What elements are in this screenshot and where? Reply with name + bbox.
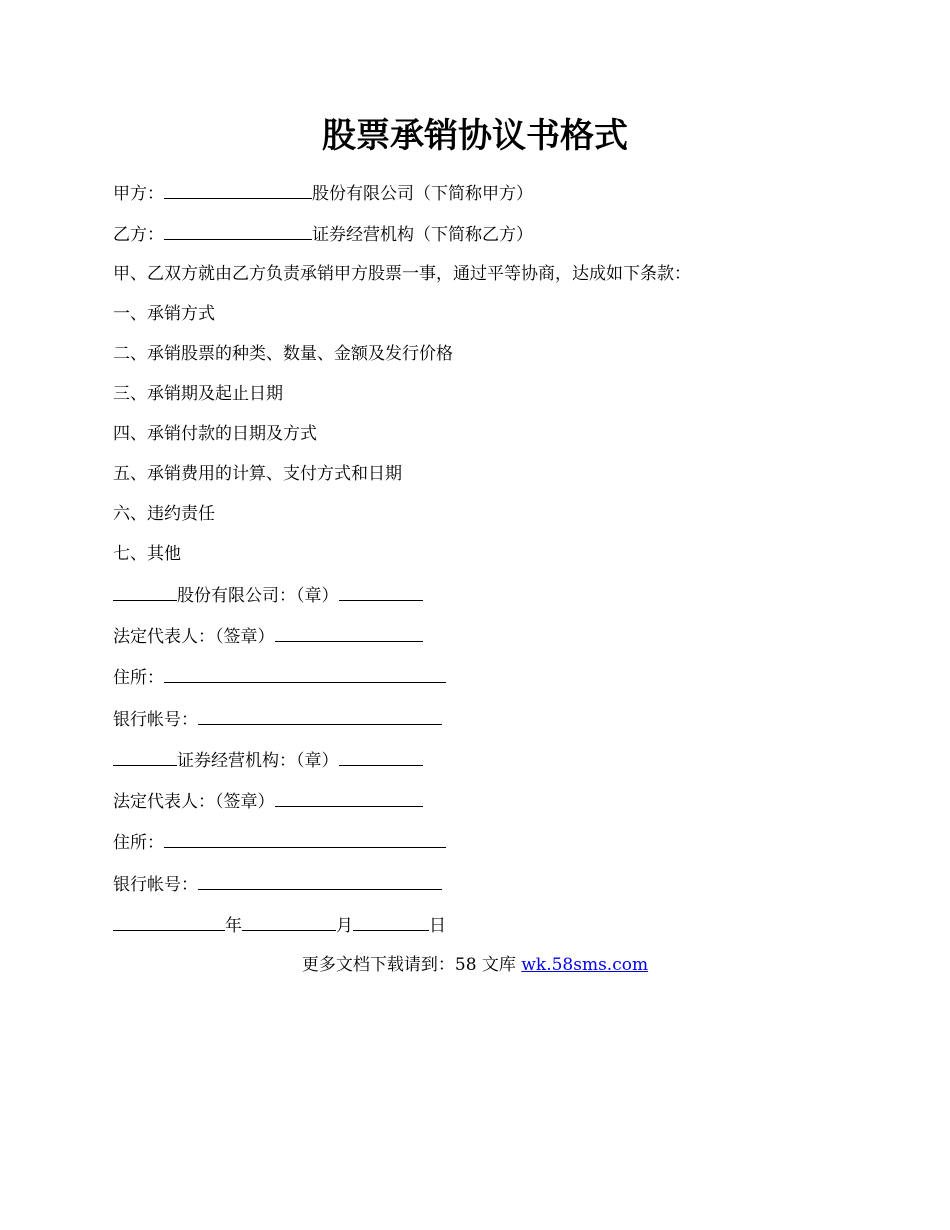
sign-b-bank-label: 银行帐号： <box>113 875 198 895</box>
sign-a-bank-line <box>113 706 442 732</box>
sign-b-company-label: 证券经营机构：（章） <box>177 751 339 771</box>
document-title: 股票承销协议书格式 <box>322 116 628 156</box>
sign-a-company-blank[interactable] <box>113 582 177 601</box>
sign-a-bank-label: 银行帐号： <box>113 710 198 730</box>
sign-b-address-label: 住所： <box>113 833 164 853</box>
party-b-blank[interactable] <box>164 221 312 240</box>
clause-item: 一、承销方式 <box>113 304 215 324</box>
sign-b-company-blank[interactable] <box>113 747 177 766</box>
clause-item: 五、承销费用的计算、支付方式和日期 <box>113 464 402 484</box>
sign-b-address-line <box>113 829 446 855</box>
sign-a-rep-blank[interactable] <box>275 623 423 642</box>
party-b-suffix: 证券经营机构（下简称乙方） <box>312 225 533 245</box>
clause-item: 三、承销期及起止日期 <box>113 384 283 404</box>
party-a-blank[interactable] <box>164 180 312 199</box>
month-label: 月 <box>336 916 353 936</box>
day-blank[interactable] <box>353 912 429 931</box>
party-b-line <box>113 221 533 247</box>
sign-b-company-line <box>113 747 423 773</box>
sign-b-address-blank[interactable] <box>164 829 446 848</box>
sign-a-address-label: 住所： <box>113 668 164 688</box>
sign-a-address-line <box>113 664 446 690</box>
footer-link[interactable]: wk.58sms.com <box>521 955 649 975</box>
sign-a-bank-blank[interactable] <box>198 706 442 725</box>
sign-b-seal-blank[interactable] <box>339 747 423 766</box>
clause-item: 七、其他 <box>113 544 181 564</box>
clause-item: 二、承销股票的种类、数量、金额及发行价格 <box>113 344 453 364</box>
intro-paragraph: 甲、乙双方就由乙方负责承销甲方股票一事，通过平等协商，达成如下条款： <box>113 264 691 284</box>
party-a-suffix: 股份有限公司（下简称甲方） <box>312 184 533 204</box>
sign-b-rep-line <box>113 788 423 814</box>
footer-text: 更多文档下载请到：58 文库 <box>301 955 522 975</box>
month-blank[interactable] <box>242 912 336 931</box>
sign-a-rep-label: 法定代表人：（签章） <box>113 627 275 647</box>
sign-b-bank-blank[interactable] <box>198 871 442 890</box>
clause-item: 六、违约责任 <box>113 504 215 524</box>
party-a-line <box>113 180 533 206</box>
sign-a-address-blank[interactable] <box>164 664 446 683</box>
day-label: 日 <box>429 916 446 936</box>
clause-item: 四、承销付款的日期及方式 <box>113 424 317 444</box>
party-b-label: 乙方： <box>113 225 164 245</box>
sign-a-company-line <box>113 582 423 608</box>
party-a-label: 甲方： <box>113 184 164 204</box>
date-line <box>113 912 446 938</box>
sign-a-rep-line <box>113 623 423 649</box>
year-label: 年 <box>225 916 242 936</box>
footer-note <box>0 953 950 977</box>
year-blank[interactable] <box>113 912 225 931</box>
sign-b-bank-line <box>113 871 442 897</box>
sign-b-rep-label: 法定代表人：（签章） <box>113 792 275 812</box>
sign-a-seal-blank[interactable] <box>339 582 423 601</box>
sign-b-rep-blank[interactable] <box>275 788 423 807</box>
sign-a-company-label: 股份有限公司：（章） <box>177 586 339 606</box>
